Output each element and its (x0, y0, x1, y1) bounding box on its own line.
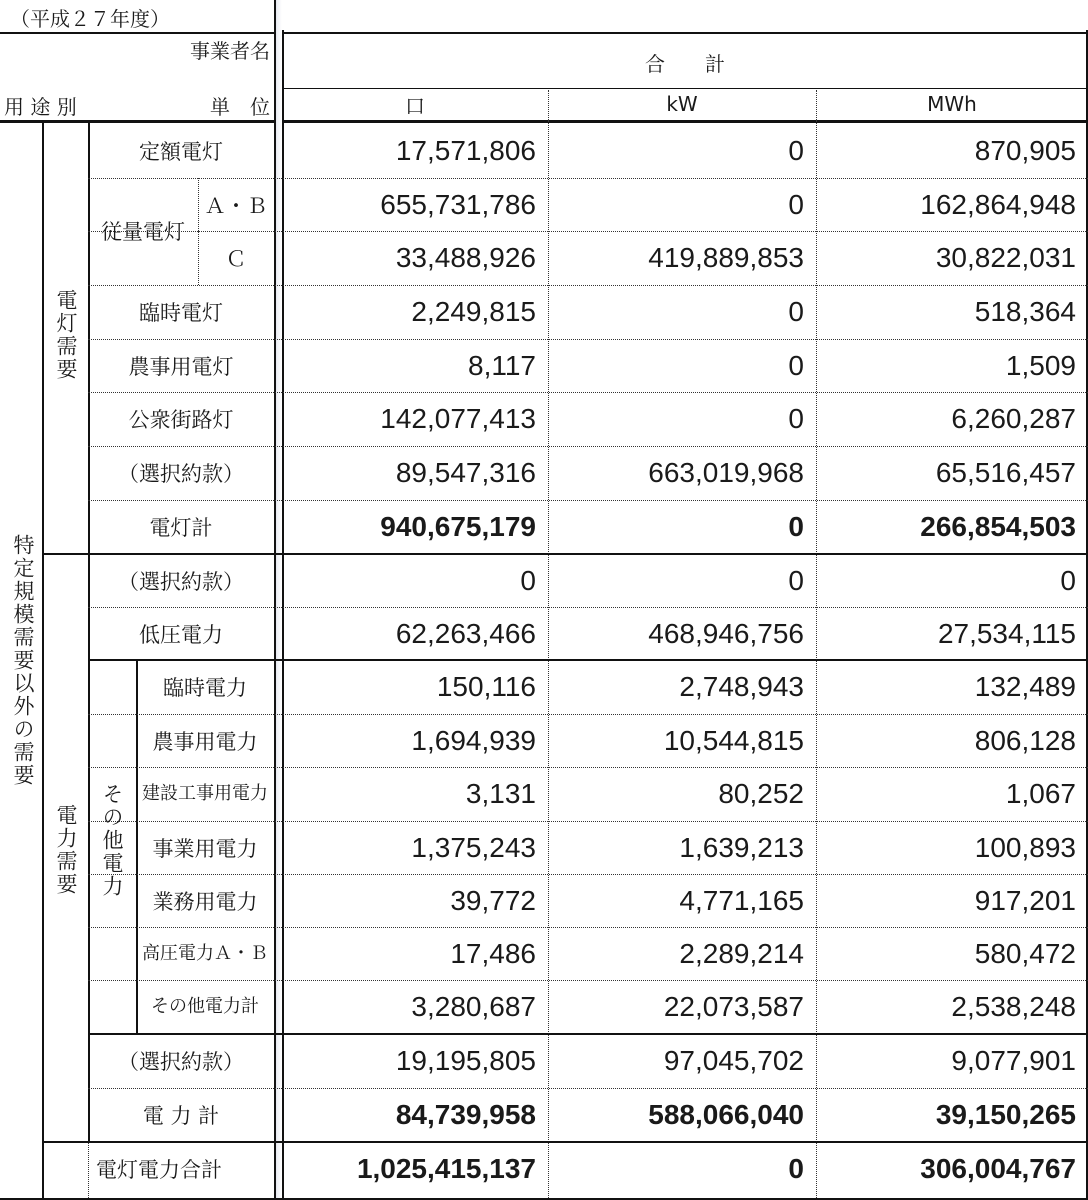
operator-name-header: 事業者名 (190, 38, 270, 63)
grid-line-dotted (198, 231, 274, 232)
grid-line-dotted (88, 767, 1088, 768)
row-label: （選択約款） (118, 1049, 244, 1074)
value-kw: 2,748,943 (679, 670, 804, 702)
value-mwh: 870,905 (974, 134, 1076, 166)
value-kw: 0 (788, 402, 804, 434)
value-count: 62,263,466 (395, 617, 536, 649)
grid-line (1086, 30, 1088, 1200)
value-kw: 97,045,702 (663, 1044, 804, 1076)
grid-line (282, 30, 284, 1200)
row-label: 臨時電灯 (139, 300, 223, 325)
value-mwh: 0 (1060, 564, 1076, 596)
value-count: 3,280,687 (411, 990, 536, 1022)
value-count: 84,739,958 (395, 1098, 536, 1130)
value-count: 940,675,179 (380, 510, 536, 542)
grid-line-dotted (88, 178, 1088, 179)
value-mwh: 65,516,457 (935, 456, 1076, 488)
value-count: 89,547,316 (395, 456, 536, 488)
value-count: 33,488,926 (395, 241, 536, 273)
value-kw: 419,889,853 (648, 241, 804, 273)
value-count: 17,486 (450, 937, 536, 969)
value-kw: 663,019,968 (648, 456, 804, 488)
grid-line-dotted (548, 90, 549, 120)
grid-line-dotted (88, 1088, 1088, 1089)
unit-header: 単 位 (210, 94, 270, 119)
grid-line-dotted (88, 980, 1088, 981)
grid-line (282, 120, 1088, 123)
value-mwh: 30,822,031 (935, 241, 1076, 273)
row-label: 電灯電力合計 (96, 1157, 222, 1182)
value-mwh: 2,538,248 (951, 990, 1076, 1022)
value-kw: 0 (788, 188, 804, 220)
row-label: 事業用電力 (152, 836, 258, 861)
value-mwh: 806,128 (974, 724, 1076, 756)
row-label: 臨時電力 (163, 675, 247, 700)
value-kw: 588,066,040 (648, 1098, 804, 1130)
grid-line (42, 1141, 1088, 1143)
value-count: 1,694,939 (411, 724, 536, 756)
value-mwh: 39,150,265 (935, 1098, 1076, 1130)
grid-line-dotted (88, 500, 1088, 501)
value-kw: 0 (788, 349, 804, 381)
value-count: 1,375,243 (411, 831, 536, 863)
grid-line (42, 553, 1088, 555)
value-kw: 0 (788, 295, 804, 327)
total-header: 合 計 (645, 51, 725, 76)
value-mwh: 518,364 (974, 295, 1076, 327)
row-label: （選択約款） (118, 569, 244, 594)
value-count: 8,117 (468, 349, 536, 381)
grid-line (274, 0, 276, 1200)
row-label: 電灯計 (149, 515, 213, 540)
value-count: 1,025,415,137 (356, 1152, 536, 1184)
value-kw: 0 (788, 564, 804, 596)
metered-lighting-label: 従量電灯 (101, 220, 185, 244)
row-label: その他電力計 (151, 995, 259, 1017)
fiscal-year-caption: （平成２７年度） (10, 6, 170, 31)
grid-line (282, 88, 1088, 89)
grid-line (42, 120, 44, 1200)
value-mwh: 100,893 (974, 831, 1076, 863)
grid-line-dotted (88, 927, 1088, 928)
value-mwh: 27,534,115 (937, 617, 1076, 649)
usage-header: 用 途 別 (4, 94, 77, 119)
value-kw: 468,946,756 (648, 617, 804, 649)
value-count: 150,116 (436, 670, 536, 702)
row-label: 低圧電力 (139, 622, 223, 647)
value-mwh: 132,489 (974, 670, 1076, 702)
value-count: 3,131 (465, 777, 536, 809)
value-kw: 80,252 (718, 777, 804, 809)
value-count: 19,195,805 (395, 1044, 536, 1076)
row-label: 農事用電力 (152, 729, 258, 754)
grid-line-dotted (88, 607, 1088, 608)
grid-line-dotted (88, 446, 1088, 447)
grid-line-dotted (816, 90, 817, 120)
grid-line-dotted (88, 285, 1088, 286)
row-label: （選択約款） (118, 461, 244, 486)
grid-line (282, 32, 1088, 34)
value-count: 39,772 (450, 884, 536, 916)
grid-line (136, 660, 138, 1034)
row-label: Ｃ (225, 246, 247, 271)
row-label: 農事用電灯 (128, 354, 234, 379)
non-specified-demand-group-label: 特定規模需要以外の需要 (11, 533, 35, 787)
value-kw: 22,073,587 (663, 990, 804, 1022)
value-mwh: 6,260,287 (951, 402, 1076, 434)
grid-line-dotted (88, 339, 1088, 340)
value-kw: 4,771,165 (679, 884, 804, 916)
value-count: 0 (520, 564, 536, 596)
row-label: 高圧電力Ａ・Ｂ (142, 942, 268, 964)
value-mwh: 162,864,948 (920, 188, 1076, 220)
grid-line (0, 1198, 1088, 1200)
value-count: 142,077,413 (380, 402, 536, 434)
value-kw: 1,639,213 (679, 831, 804, 863)
grid-line-dotted (88, 392, 1088, 393)
value-mwh: 9,077,901 (951, 1044, 1076, 1076)
row-label: 公衆街路灯 (128, 407, 234, 432)
grid-line (88, 120, 90, 1142)
other-power-group-label: その他電力 (100, 782, 124, 898)
value-kw: 0 (788, 1152, 804, 1184)
value-count: 655,731,786 (380, 188, 536, 220)
lighting-demand-group-label: 電灯需要 (54, 289, 78, 381)
value-mwh: 306,004,767 (920, 1152, 1076, 1184)
grid-line (88, 659, 1088, 661)
value-count: 2,249,815 (411, 295, 536, 327)
row-label: Ａ・Ｂ (204, 193, 268, 218)
unit-mwh-header: MWh (927, 92, 977, 116)
value-mwh: 266,854,503 (920, 510, 1076, 542)
value-count: 17,571,806 (395, 134, 536, 166)
value-kw: 0 (788, 134, 804, 166)
grid-line (88, 1033, 1088, 1035)
row-label: 業務用電力 (152, 889, 258, 914)
power-demand-group-label: 電力需要 (54, 804, 78, 896)
row-label: 電 力 計 (142, 1103, 220, 1128)
grid-line-dotted (88, 1142, 89, 1200)
grid-line-dotted (88, 714, 1088, 715)
value-mwh: 1,509 (1005, 349, 1076, 381)
value-mwh: 1,067 (1005, 777, 1076, 809)
unit-kw-header: kW (666, 92, 698, 116)
row-label: 建設工事用電力 (142, 782, 268, 804)
unit-count-header: 口 (405, 93, 425, 118)
value-kw: 10,544,815 (663, 724, 804, 756)
value-mwh: 917,201 (974, 884, 1076, 916)
value-kw: 0 (788, 510, 804, 542)
value-mwh: 580,472 (974, 937, 1076, 969)
value-kw: 2,289,214 (679, 937, 804, 969)
row-label: 定額電灯 (139, 139, 223, 164)
grid-line (0, 32, 274, 34)
grid-line-dotted (88, 821, 1088, 822)
grid-line-dotted (88, 874, 1088, 875)
